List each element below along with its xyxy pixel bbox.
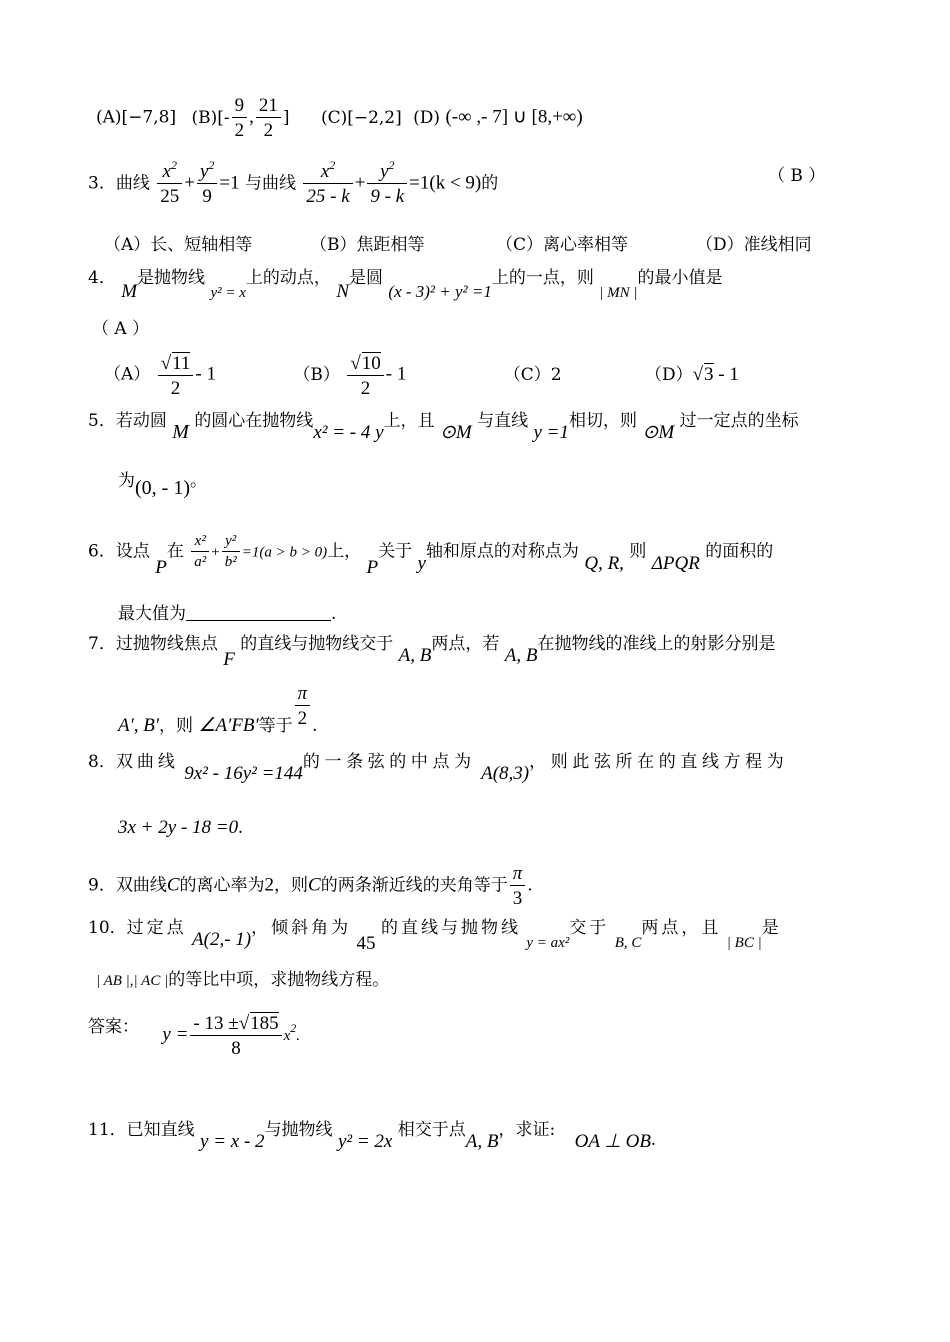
- q8-line-2: [118, 818, 243, 837]
- q7-number: 7．: [88, 634, 116, 654]
- q5-text-3: 上，且: [383, 411, 435, 431]
- q5-text-5: 相切，则: [569, 411, 638, 431]
- q5-text-7: 为: [118, 471, 135, 491]
- q8-midpoint: A(8,3): [481, 763, 530, 784]
- q3-number: 3．: [88, 173, 116, 194]
- q10-text-5: 两点，且: [641, 918, 722, 938]
- q2-option-a: (A)[−7,8]: [96, 107, 177, 128]
- q9-text-2: 的离心率为: [179, 875, 265, 896]
- q4-option-b-tail: - 1: [385, 363, 407, 385]
- q10-text-2: ，倾斜角为: [251, 918, 352, 938]
- q6-y: y: [417, 552, 426, 574]
- q2-option-d-value: (-∞ ,- 7] ∪ [8,+∞): [445, 106, 583, 128]
- q3-plus-1: +: [184, 172, 195, 194]
- q6-text-9: .: [331, 604, 337, 624]
- q5-line-2: [118, 470, 207, 499]
- q10-text-6: 是: [761, 918, 779, 938]
- q5-point: (0, - 1): [135, 477, 190, 499]
- q3-text-3: 的: [481, 173, 499, 194]
- q11-number: 11．: [88, 1120, 127, 1140]
- q4-option-d-value: √3 - 1: [692, 363, 739, 385]
- q3-frac-1: $\frac{x^2}{25}$: [157, 162, 182, 206]
- q7-line-2: [118, 683, 318, 736]
- q3-option-a: （A）长、短轴相等: [104, 235, 253, 255]
- q9-stem: [88, 864, 533, 908]
- q6-answer-blank[interactable]: [186, 606, 331, 621]
- q10-answer-tail: $x^2$.: [283, 1020, 301, 1044]
- q3-text-2: 与曲线: [245, 173, 297, 194]
- q10-text-1: 过定点: [126, 918, 187, 938]
- q2-option-b-suffix: ]: [282, 107, 290, 128]
- q6-text-7: 的面积的: [705, 541, 774, 562]
- q6-eq: =1(a > b > 0): [241, 544, 328, 561]
- q7-ab: A, B: [398, 645, 432, 666]
- q6-text-2: 在: [166, 541, 184, 562]
- q8-hyperbola: 9x² - 16y² =144: [184, 763, 303, 784]
- q10-bc: B, C: [614, 935, 642, 951]
- q4-m: M: [121, 281, 138, 302]
- q5-text-2: 的圆心在抛物线: [194, 411, 314, 431]
- q9-c: C: [166, 874, 180, 896]
- q7-ab-2: A, B: [504, 645, 538, 666]
- q5-line: y =1: [533, 422, 570, 443]
- q10-answer-frac: $\frac{- 13 \pm√185}{8}$: [190, 1012, 281, 1058]
- q4-text-2: 上的动点，: [245, 268, 331, 288]
- q9-text-5: .: [527, 875, 533, 896]
- q4-stem: [88, 268, 723, 302]
- q8-text-1: 双曲线: [115, 752, 179, 772]
- q9-c-2: C: [308, 874, 321, 896]
- q2-option-b-frac2: $\frac{21}{2}$: [256, 96, 281, 140]
- q3-plus-2: +: [354, 172, 366, 194]
- q4-options: [104, 352, 739, 398]
- q2-options: [96, 96, 583, 140]
- q6-p-2: P: [366, 556, 379, 578]
- q11-stem: [88, 1120, 656, 1152]
- q3-frac-2: $\frac{y^2}{9}$: [197, 162, 217, 206]
- q4-number: 4．: [88, 268, 116, 288]
- q4-parabola: y² = x: [210, 285, 246, 301]
- q5-text-6: 过一定点的坐标: [679, 411, 799, 431]
- q3-eq-2: =1(k < 9): [409, 172, 482, 194]
- q11-ab: A, B: [465, 1131, 499, 1152]
- q9-number: 9．: [88, 875, 116, 896]
- q3-text-1: 曲线: [115, 173, 150, 194]
- q3-frac-4: $\frac{y^2}{9 - k}$: [367, 162, 407, 206]
- q11-text-4: ，求证:: [498, 1120, 556, 1140]
- q4-option-d-label: （D）: [644, 364, 693, 385]
- q10-answer-y: y =: [162, 1023, 189, 1045]
- q10-parabola: y = ax²: [526, 935, 570, 951]
- q8-stem: [88, 752, 789, 784]
- q4-answer: （ A ）: [92, 319, 150, 339]
- q11-text-2: 与抛物线: [264, 1120, 333, 1140]
- q4-text-1: 是抛物线: [137, 268, 206, 288]
- q11-text-3: 相交于点: [397, 1120, 466, 1140]
- q7-text-3: 两点，若: [431, 634, 500, 654]
- q3-option-c: （C）离心率相等: [496, 235, 629, 255]
- q6-line-2: [118, 606, 336, 623]
- q5-circle-m: ⊙M: [439, 422, 472, 443]
- q2-option-d-label: (D): [413, 107, 441, 128]
- q7-text-7: .: [312, 715, 318, 736]
- q7-frac-pi-2: $\frac{\pi}{2}$: [295, 684, 311, 728]
- q5-m: M: [172, 421, 189, 443]
- q7-angle: ∠A′FB′: [198, 714, 259, 736]
- q5-number: 5．: [88, 411, 116, 431]
- q10-stem: [88, 918, 779, 954]
- q10-bc-abs: | BC |: [726, 935, 762, 951]
- q9-e: 2: [264, 874, 275, 896]
- q6-text-5: 轴和原点的对称点为: [425, 541, 579, 562]
- q3-option-d: （D）准线相同: [696, 235, 812, 255]
- q4-text-3: 是圆: [349, 268, 383, 288]
- q6-triangle: ΔPQR: [651, 552, 700, 574]
- q8-number: 8．: [88, 752, 116, 772]
- q9-frac-pi-3: $\frac{\pi}{3}$: [510, 864, 526, 908]
- q3-eq-1: =1: [219, 172, 240, 194]
- q3-answer: （ B ）: [768, 166, 826, 186]
- q9-text-4: 的两条渐近线的夹角等于: [320, 875, 508, 896]
- q6-number: 6．: [88, 541, 116, 562]
- q9-text-1: 双曲线: [115, 875, 167, 896]
- q6-text-8: 最大值为: [118, 604, 186, 624]
- q6-p: P: [155, 556, 167, 578]
- q10-point-a: A(2,- 1): [192, 929, 252, 950]
- q6-plus: +: [211, 544, 220, 561]
- q4-mn: | MN |: [599, 285, 638, 301]
- q4-circle: (x - 3)² + y² =1: [388, 282, 492, 301]
- q9-text-3: ，则: [274, 875, 309, 896]
- q11-text-1: 已知直线: [126, 1120, 195, 1140]
- q6-text-4: 关于: [378, 541, 413, 562]
- q6-text-6: 则: [629, 541, 647, 562]
- q3-frac-3: $\frac{x^2}{25 - k}$: [303, 162, 352, 206]
- q11-perpendicular: OA ⊥ OB: [574, 1131, 651, 1152]
- q5-stem: [88, 410, 799, 443]
- q3-option-b: （B）焦距相等: [310, 235, 425, 255]
- q7-stem: [88, 634, 776, 670]
- q4-option-b-label: （B）: [293, 364, 340, 385]
- q6-frac-1: $\frac{\text{x²}}{\text{a²}}$: [191, 534, 209, 570]
- q4-n: N: [336, 281, 349, 302]
- q3-stem: [88, 158, 499, 207]
- q7-text-4: 在抛物线的准线上的射影分别是: [537, 634, 776, 654]
- q5-parabola: x² = - 4 y: [313, 422, 384, 443]
- q4-option-a-tail: - 1: [195, 363, 216, 385]
- q10-text-3: 的直线与抛物线: [380, 918, 521, 938]
- q6-frac-2: $\frac{\text{y²}}{\text{b²}}$: [222, 534, 240, 570]
- q4-option-a-label: （A）: [104, 364, 151, 385]
- q11-line: y = x - 2: [200, 1131, 265, 1152]
- q2-option-b-frac1: $\frac{9}{2}$: [232, 96, 248, 140]
- q5-text-1: 若动圆: [115, 411, 167, 431]
- q6-text-3: 上，: [327, 541, 362, 562]
- q8-text-4: .: [238, 817, 243, 838]
- q6-stem: [88, 533, 774, 578]
- q5-circle-m-2: ⊙M: [642, 422, 675, 443]
- q10-number: 10．: [88, 918, 127, 938]
- q11-text-5: .: [651, 1129, 656, 1150]
- q10-answer: [88, 1012, 300, 1058]
- q10-angle: 45: [356, 933, 376, 954]
- q5-text-8: 。: [189, 471, 207, 491]
- q6-qr: Q, R,: [584, 552, 624, 574]
- q10-text-7: 的等比中项，求抛物线方程。: [168, 970, 390, 990]
- q8-answer-line: 3x + 2y - 18 =0: [118, 817, 239, 838]
- q7-f: F: [223, 649, 235, 670]
- q7-text-1: 过抛物线焦点: [115, 634, 218, 654]
- q6-text-1: 设点: [115, 541, 150, 562]
- q11-parabola: y² = 2x: [337, 1131, 393, 1152]
- q2-option-b-prefix: (B)[-: [191, 107, 230, 128]
- q4-text-5: 的最小值是: [637, 268, 723, 288]
- q8-text-2: 的一条弦的中点为: [302, 752, 476, 772]
- q10-answer-label: 答案：: [88, 1016, 139, 1037]
- q7-projections: A′, B′: [118, 714, 160, 736]
- q2-option-b-comma: ,: [249, 106, 254, 128]
- q10-line-2: [96, 972, 389, 989]
- q10-ab-ac: | AB |,| AC |: [96, 973, 169, 989]
- q4-option-a-frac: $\frac{√11}{2}$: [158, 352, 194, 398]
- q4-option-c: （C）2: [503, 364, 562, 385]
- q4-option-b-frac: $\frac{√10}{2}$: [347, 352, 383, 398]
- q7-text-5: ，则: [159, 715, 194, 736]
- q5-text-4: 与直线: [477, 411, 529, 431]
- q2-option-c: (C)[−2,2]: [320, 107, 402, 128]
- q4-text-4: 上的一点，则: [491, 268, 594, 288]
- q7-text-2: 的直线与抛物线交于: [240, 634, 394, 654]
- q7-text-6: 等于: [258, 715, 293, 736]
- q8-text-3: ，则此弦所在的直线方程为: [529, 752, 789, 772]
- q10-text-4: 交于: [569, 918, 610, 938]
